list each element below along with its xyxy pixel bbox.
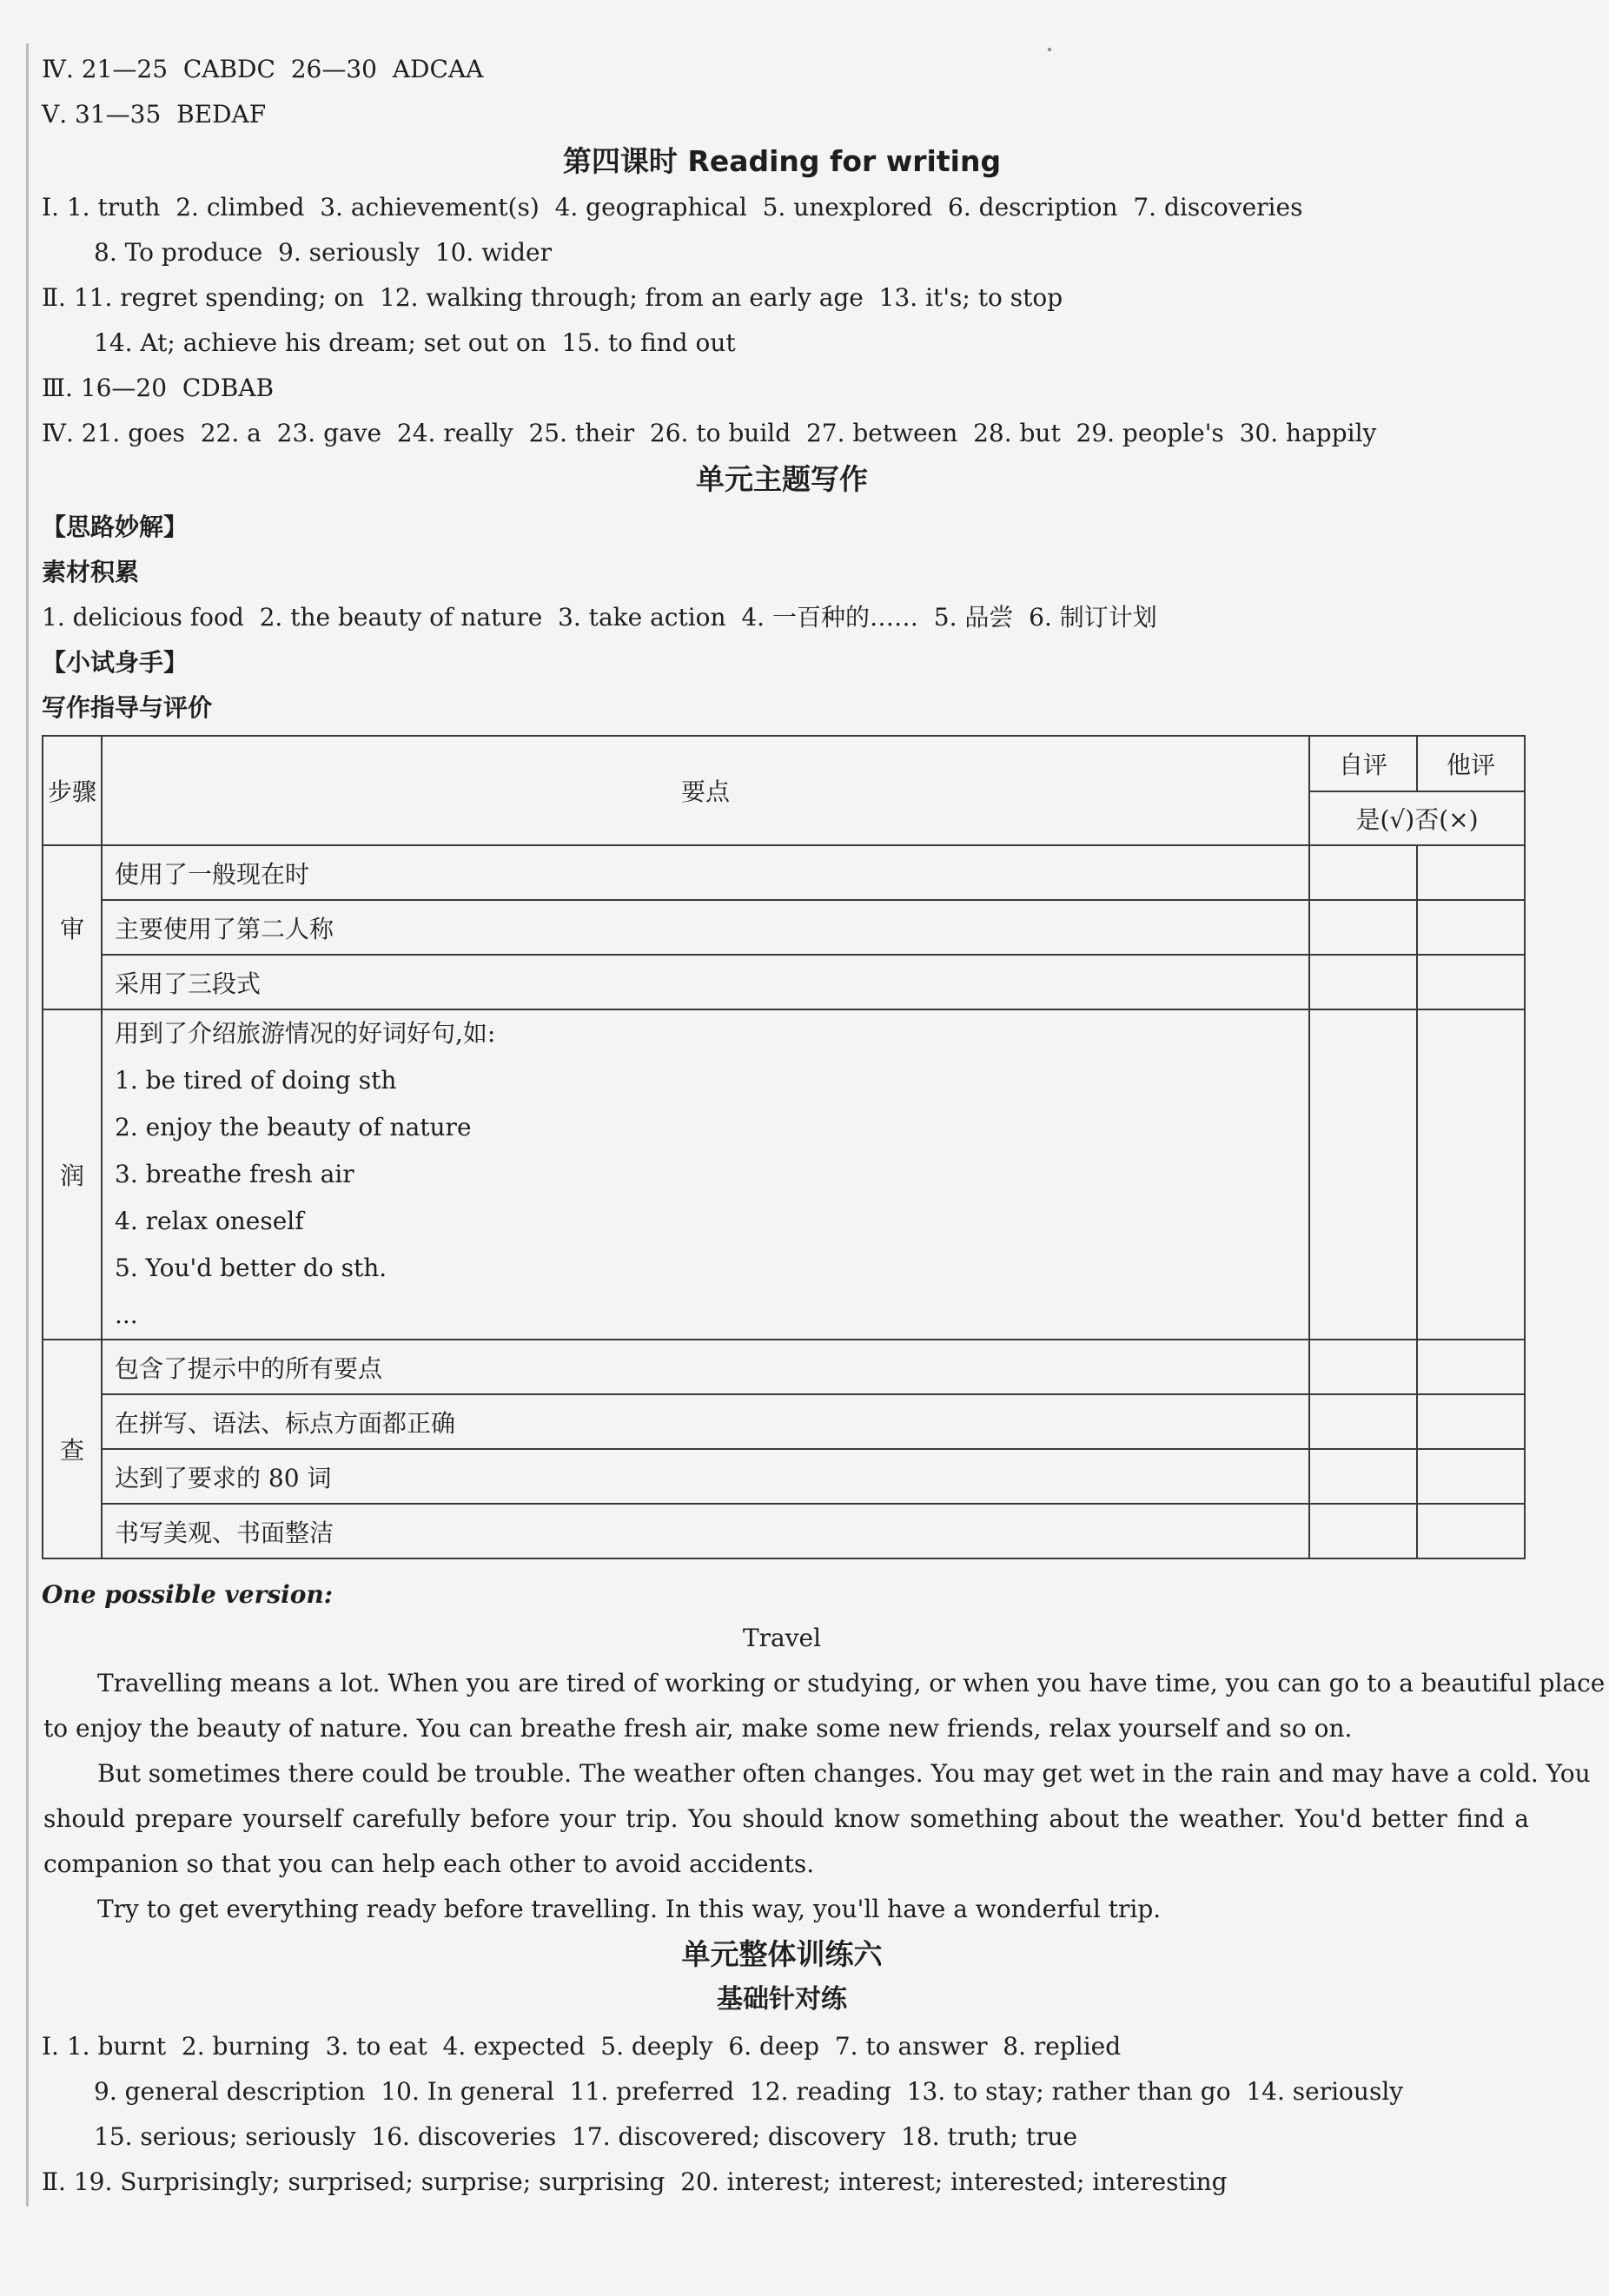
step-cha: 查 [43,1340,102,1558]
answer-line: Ⅲ. 16—20 CDBAB [42,374,275,402]
essay-line: companion so that you can help each other to avoid accidents. [43,1849,815,1878]
self-eval-cell[interactable] [1309,1504,1417,1558]
essay-line: Try to get everything ready before travelling. In this way, you'll have a wonderful trip. [97,1895,1162,1923]
sample-essay-label: One possible version: [42,1580,334,1609]
peer-eval-cell[interactable] [1417,845,1525,900]
answer-line: Ⅱ. 11. regret spending; on 12. walking through; from an early age 13. it's; to stop [42,283,1063,312]
point-cell-polish [102,1009,1309,1340]
point-line: 1. be tired of doing sth [115,1066,397,1095]
point-line: 5. You'd better do sth. [115,1254,387,1282]
section-heading-unit-test: 单元整体训练六 [681,1937,883,1971]
peer-eval-cell[interactable] [1417,1504,1525,1558]
step-run: 润 [43,1009,102,1340]
self-eval-cell[interactable] [1309,900,1417,955]
self-eval-cell[interactable] [1309,955,1417,1009]
point-cell: 使用了一般现在时 [102,845,1309,900]
self-eval-cell[interactable] [1309,845,1417,900]
peer-eval-cell[interactable] [1417,955,1525,1009]
essay-line: But sometimes there could be trouble. The weather often changes. You may get wet in the rain and may have a cold. You [97,1759,1591,1788]
answer-line: Ⅳ. 21. goes 22. a 23. gave 24. really 25. their 26. to build 27. between 28. but 29. people's 30. happily [42,419,1377,447]
answer-line: Ⅴ. 31—35 BEDAF [42,100,267,129]
speck [1048,48,1051,51]
bracket-heading: 【思路妙解】 [42,513,189,541]
essay-title: Travel [742,1624,822,1652]
bracket-heading: 【小试身手】 [42,648,189,677]
answer-line: Ⅱ. 19. Surprisingly; surprised; surprise; surprising 20. interest; interest; interested; interesting [42,2167,1228,2196]
point-cell: 主要使用了第二人称 [102,900,1309,955]
point-cell: 包含了提示中的所有要点 [102,1340,1309,1394]
answer-line: 15. serious; seriously 16. discoveries 17. discovered; discovery 18. truth; true [94,2122,1078,2151]
essay-line: should prepare yourself carefully before your trip. You should know something about the weather. You'd better find a [43,1804,1529,1833]
self-eval-cell[interactable] [1309,1009,1417,1340]
header-points: 要点 [102,736,1309,845]
sub-heading: 写作指导与评价 [42,693,213,722]
point-cell: 在拼写、语法、标点方面都正确 [102,1394,1309,1449]
peer-eval-cell[interactable] [1417,1394,1525,1449]
header-yes-no: 是(√)否(×) [1309,791,1525,845]
material-list: 1. delicious food 2. the beauty of nature 3. take action 4. 一百种的…… 5. 品尝 6. 制订计划 [42,603,1157,632]
section-heading-lesson4: 第四课时 Reading for writing [562,144,1002,178]
point-line: 用到了介绍旅游情况的好词好句,如: [115,1019,496,1048]
point-line: 4. relax oneself [115,1207,304,1235]
header-peer-eval: 他评 [1417,736,1525,791]
answer-line: 9. general description 10. In general 11. preferred 12. reading 13. to stay; rather than go 14. seriously [94,2077,1404,2106]
peer-eval-cell[interactable] [1417,1449,1525,1504]
point-cell: 采用了三段式 [102,955,1309,1009]
header-self-eval: 自评 [1309,736,1417,791]
answer-line: 8. To produce 9. seriously 10. wider [94,238,553,267]
answer-line: Ⅰ. 1. burnt 2. burning 3. to eat 4. expected 5. deeply 6. deep 7. to answer 8. replied [42,2032,1122,2061]
peer-eval-cell[interactable] [1417,1009,1525,1340]
sub-heading: 素材积累 [42,558,140,586]
self-eval-cell[interactable] [1309,1449,1417,1504]
section-heading-unit-writing: 单元主题写作 [696,462,868,496]
point-line: 3. breathe fresh air [115,1160,354,1188]
point-line: ... [115,1300,138,1329]
self-eval-cell[interactable] [1309,1340,1417,1394]
left-binding-edge [26,43,29,2207]
step-shen: 审 [43,845,102,1009]
sub-section-heading: 基础针对练 [717,1984,847,2015]
header-step: 步骤 [43,736,102,845]
writing-evaluation-table [42,735,1526,1559]
point-cell: 书写美观、书面整洁 [102,1504,1309,1558]
essay-line: Travelling means a lot. When you are tired of working or studying, or when you have time, you can go to a beautiful place [97,1669,1606,1697]
answer-line: Ⅳ. 21—25 CABDC 26—30 ADCAA [42,55,484,83]
answer-line: 14. At; achieve his dream; set out on 15. to find out [94,328,736,357]
essay-line: to enjoy the beauty of nature. You can breathe fresh air, make some new friends, relax yourself and so on. [43,1714,1353,1743]
answer-line: Ⅰ. 1. truth 2. climbed 3. achievement(s) 4. geographical 5. unexplored 6. description 7. discoveries [42,193,1303,222]
point-line: 2. enjoy the beauty of nature [115,1113,472,1141]
point-cell: 达到了要求的 80 词 [102,1449,1309,1504]
self-eval-cell[interactable] [1309,1394,1417,1449]
peer-eval-cell[interactable] [1417,1340,1525,1394]
peer-eval-cell[interactable] [1417,900,1525,955]
